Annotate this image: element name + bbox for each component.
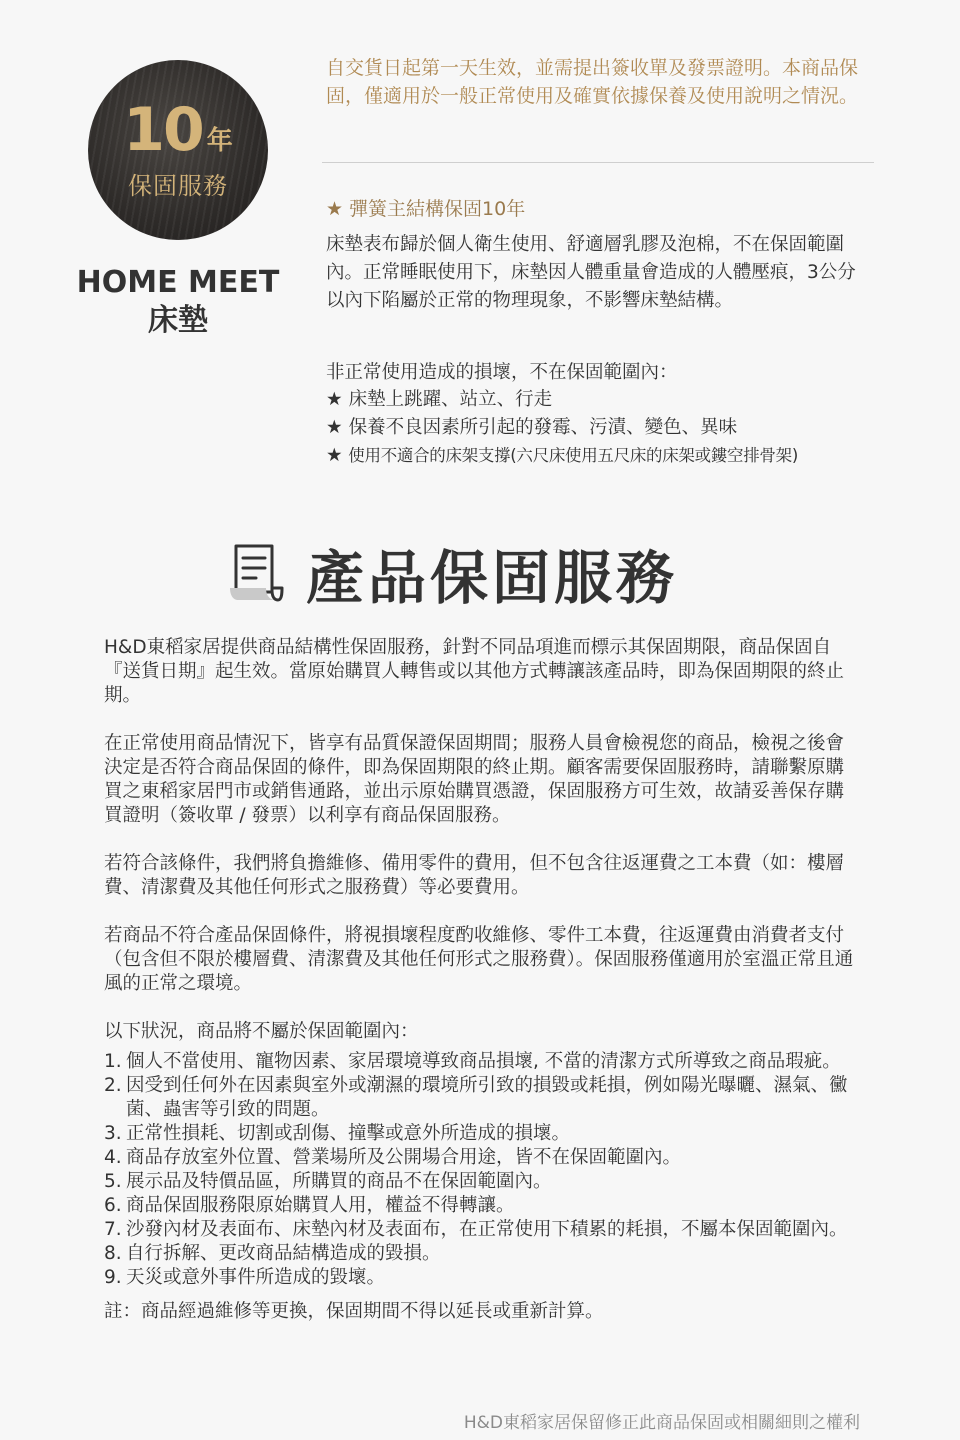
star-icon: ★ <box>326 198 344 220</box>
list-item <box>104 1122 860 1146</box>
item-text: 因受到任何外在因素與室外或潮濕的環境所引致的損毀或耗損，例如陽光曝曬、濕氣、黴菌、蟲害等引致的問題。 <box>126 1075 848 1120</box>
warranty-badge <box>88 60 268 240</box>
document-icon <box>228 542 284 604</box>
item-number: 9. <box>104 1267 122 1288</box>
item-text: 商品保固服務限原始購買人用，權益不得轉讓。 <box>126 1195 515 1216</box>
list-item <box>104 1194 860 1218</box>
list-item <box>104 1242 860 1266</box>
spring-warranty-text: 床墊表布歸於個人衛生使用、舒適層乳膠及泡棉，不在保固範圍內。正常睡眠使用下，床墊因人體重量會造成的人體壓痕，3公分以內下陷屬於正常的物理現象，不影響床墊結構。 <box>326 234 856 311</box>
list-item <box>104 1074 860 1122</box>
item-text: 正常性損耗、切割或刮傷、撞擊或意外所造成的損壞。 <box>126 1123 571 1144</box>
list-item <box>326 414 886 442</box>
item-text: 商品存放室外位置、營業場所及公開場合用途，皆不在保固範圍內。 <box>126 1147 682 1168</box>
brand-product: 床墊 <box>148 303 208 338</box>
badge-years <box>123 94 233 165</box>
paragraph: 若商品不符合產品保固條件，將視損壞程度酌收維修、零件工本費，往返運費由消費者支付（包含但不限於樓層費、清潔費及其他任何形式之服務費）。保固服務僅適用於室溫正常且通風的正常之環境。 <box>104 925 854 994</box>
item-text: 天災或意外事件所造成的毀壞。 <box>126 1267 386 1288</box>
item-text: 展示品及特價品區，所購買的商品不在保固範圍內。 <box>126 1171 552 1192</box>
item-text: 個人不當使用、寵物因素、家居環境導致商品損壞, 不當的清潔方式所導致之商品瑕疵。 <box>126 1051 841 1072</box>
list-item <box>104 1146 860 1170</box>
item-number: 3. <box>104 1123 122 1144</box>
star-icon: ★ <box>326 445 343 466</box>
spring-warranty-title <box>326 196 886 222</box>
list-item <box>104 1266 860 1290</box>
badge-number: 10 <box>123 94 203 165</box>
list-item <box>104 1170 860 1194</box>
badge-unit: 年 <box>206 125 233 156</box>
validity-note: 自交貨日起第一天生效，並需提出簽收單及發票證明。本商品保固，僅適用於一般正常使用及確實依據保養及使用說明之情況。 <box>326 57 859 107</box>
item-number: 1. <box>104 1051 122 1072</box>
damage-item-text: 床墊上跳躍、站立、行走 <box>348 389 553 410</box>
page-title: 產品保固服務 <box>306 544 679 612</box>
badge-label: 保固服務 <box>128 171 228 200</box>
paragraph: H&D東稻家居提供商品結構性保固服務，針對不同品項進而標示其保固期限，商品保固自『送貨日期』起生效。當原始購買人轉售或以其他方式轉讓該產品時，即為保固期限的終止期。 <box>104 637 845 706</box>
damage-intro: 非正常使用造成的損壞，不在保固範圍內： <box>326 362 678 383</box>
item-number: 2. <box>104 1075 122 1096</box>
footer-disclaimer: H&D東稻家居保留修正此商品保固或相關細則之權利 <box>463 1413 860 1433</box>
brand-name: HOME MEET <box>76 265 280 300</box>
divider <box>322 162 874 163</box>
damage-list <box>326 386 886 470</box>
exclusion-intro: 以下狀況，商品將不屬於保固範圍內： <box>104 1021 419 1042</box>
item-number: 7. <box>104 1219 122 1240</box>
list-item <box>326 386 886 414</box>
item-text: 自行拆解、更改商品結構造成的毀損。 <box>126 1243 441 1264</box>
item-text: 沙發內材及表面布、床墊內材及表面布，在正常使用下積累的耗損，不屬本保固範圍內。 <box>126 1219 848 1240</box>
list-item <box>104 1050 860 1074</box>
paragraph: 若符合該條件，我們將負擔維修、備用零件的費用，但不包含往返運費之工本費（如：樓層費、清潔費及其他任何形式之服務費）等必要費用。 <box>104 853 845 898</box>
warranty-body <box>104 636 860 1324</box>
star-icon: ★ <box>326 389 343 410</box>
note: 註：商品經過維修等更換，保固期間不得以延長或重新計算。 <box>104 1301 604 1322</box>
brand-block <box>70 265 286 341</box>
list-item <box>104 1218 860 1242</box>
item-number: 6. <box>104 1195 122 1216</box>
star-icon: ★ <box>326 417 343 438</box>
section-heading <box>228 538 679 612</box>
damage-item-text: 保養不良因素所引起的發霉、污漬、變色、異味 <box>348 417 738 438</box>
exclusion-list <box>104 1050 860 1290</box>
item-number: 4. <box>104 1147 122 1168</box>
list-item <box>326 442 886 470</box>
spring-title-text: 彈簧主結構保固10年 <box>349 198 526 220</box>
item-number: 8. <box>104 1243 122 1264</box>
damage-item-text: 使用不適合的床架支撐(六尺床使用五尺床的床架或鏤空排骨架) <box>348 446 798 465</box>
item-number: 5. <box>104 1171 122 1192</box>
paragraph: 在正常使用商品情況下，皆享有品質保證保固期間；服務人員會檢視您的商品，檢視之後會決定是否符合商品保固的條件，即為保固期限的終止期。顧客需要保固服務時，請聯繫原購買之東稻家居門市或銷售通路，並出示原始購買憑證，保固服務方可生效，故請妥善保存購買證明（簽收單 / 發票）以利享有商品保固服務。 <box>104 733 845 826</box>
